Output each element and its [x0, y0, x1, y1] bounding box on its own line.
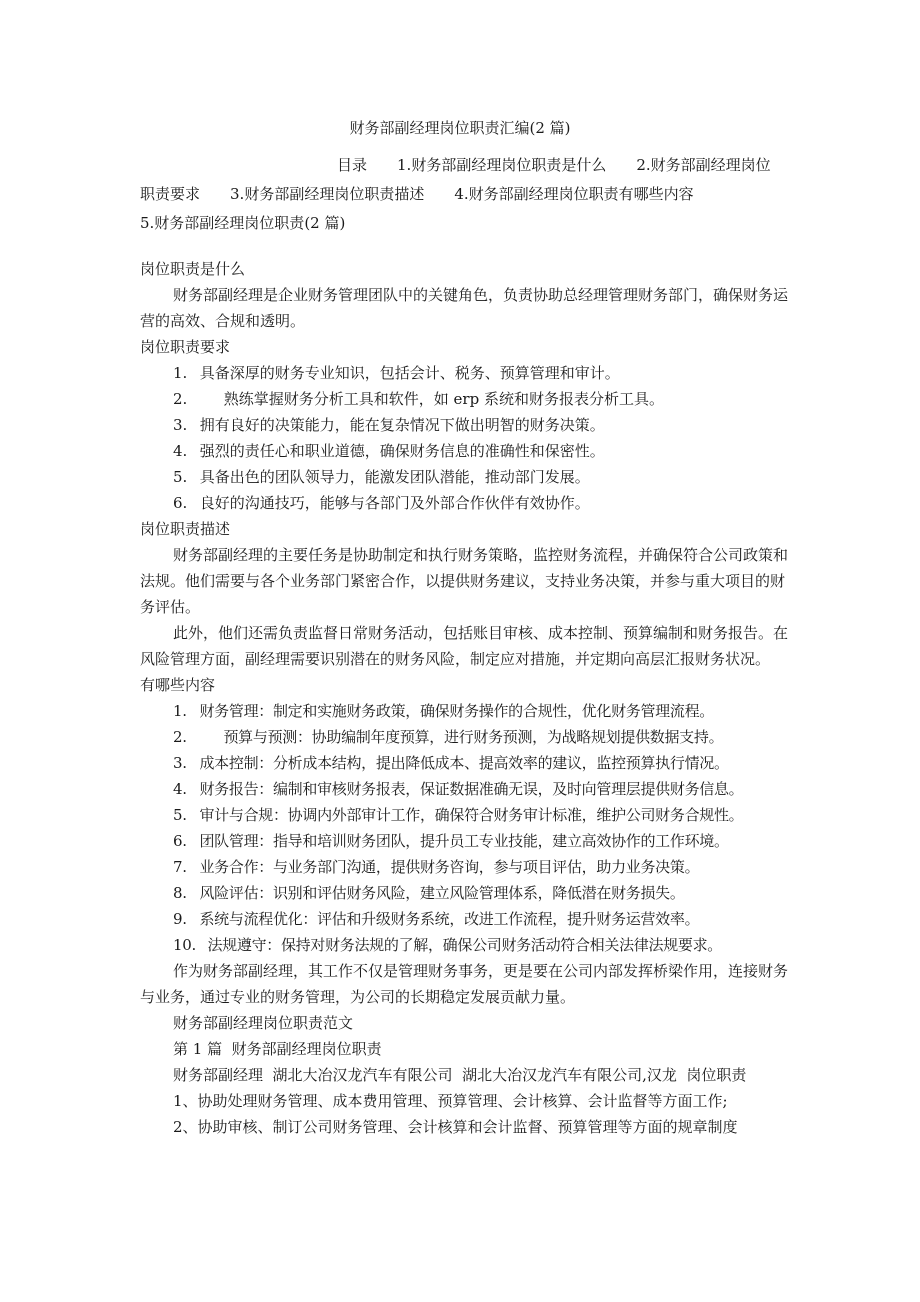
list-item: 7. 业务合作：与业务部门沟通，提供财务咨询，参与项目评估，助力业务决策。	[173, 858, 700, 876]
toc-item: 1.财务部副经理岗位职责是什么	[397, 156, 607, 174]
paragraph: 此外，他们还需负责监督日常财务活动，包括账目审核、成本控制、预算编制和财务报告。在风险管理方面，副经理需要识别潜在的财务风险，制定应对措施，并定期向高层汇报财务状况。	[140, 624, 789, 668]
list-item: 2. 预算与预测：协助编制年度预算，进行财务预测，为战略规划提供数据支持。	[173, 728, 724, 746]
duty-item: 2、协助审核、制订公司财务管理、会计核算和会计监督、预算管理等方面的规章制度	[173, 1118, 738, 1136]
list-item: 1. 财务管理：制定和实施财务政策，确保财务操作的合规性，优化财务管理流程。	[173, 702, 714, 720]
section-heading: 财务部副经理岗位职责范文	[173, 1014, 354, 1032]
list-item: 5. 具备出色的团队领导力，能激发团队潜能，推动部门发展。	[173, 468, 590, 486]
list-item: 4. 财务报告：编制和审核财务报表，保证数据准确无误，及时向管理层提供财务信息。	[173, 780, 744, 798]
section-heading: 岗位职责描述	[140, 520, 231, 538]
toc-item: 3.财务部副经理岗位职责描述	[230, 185, 425, 203]
toc-label: 目录	[337, 156, 368, 174]
list-item: 4. 强烈的责任心和职业道德，确保财务信息的准确性和保密性。	[173, 442, 605, 460]
toc-item: 2.财务部副经理岗位职责要求	[140, 156, 771, 203]
table-of-contents	[140, 151, 784, 238]
list-item: 3. 拥有良好的决策能力，能在复杂情况下做出明智的财务决策。	[173, 416, 605, 434]
article-info: 财务部副经理 湖北大冶汉龙汽车有限公司 湖北大冶汉龙汽车有限公司,汉龙 岗位职责	[173, 1066, 747, 1084]
paragraph: 财务部副经理是企业财务管理团队中的关键角色，负责协助总经理管理财务部门，确保财务运营的高效、合规和透明。	[140, 286, 789, 330]
paragraph: 作为财务部副经理，其工作不仅是管理财务事务，更是要在公司内部发挥桥梁作用，连接财务与业务，通过专业的财务管理，为公司的长期稳定发展贡献力量。	[140, 962, 789, 1006]
list-item: 9. 系统与流程优化：评估和升级财务系统，改进工作流程，提升财务运营效率。	[173, 910, 700, 928]
duty-item: 1、协助处理财务管理、成本费用管理、预算管理、会计核算、会计监督等方面工作;	[173, 1092, 728, 1110]
toc-item: 4.财务部副经理岗位职责有哪些内容	[454, 185, 694, 203]
list-item: 10. 法规遵守：保持对财务法规的了解，确保公司财务活动符合相关法律法规要求。	[173, 936, 722, 954]
section-heading: 岗位职责是什么	[140, 260, 246, 278]
list-item: 8. 风险评估：识别和评估财务风险，建立风险管理体系，降低潜在财务损失。	[173, 884, 685, 902]
section-heading: 岗位职责要求	[140, 338, 231, 356]
list-item: 2. 熟练掌握财务分析工具和软件，如 erp 系统和财务报表分析工具。	[173, 390, 664, 408]
toc-item: 5.财务部副经理岗位职责(2 篇)	[140, 214, 346, 232]
list-item: 6. 团队管理：指导和培训财务团队，提升员工专业技能，建立高效协作的工作环境。	[173, 832, 729, 850]
document-title: 财务部副经理岗位职责汇编(2 篇)	[349, 119, 571, 137]
contents-list	[140, 698, 788, 958]
section-heading: 有哪些内容	[140, 676, 216, 694]
requirements-list	[140, 360, 788, 516]
document-body	[140, 256, 788, 1140]
article-title: 第 1 篇 财务部副经理岗位职责	[173, 1040, 382, 1058]
list-item: 3. 成本控制：分析成本结构，提出降低成本、提高效率的建议，监控预算执行情况。	[173, 754, 729, 772]
list-item: 1. 具备深厚的财务专业知识，包括会计、税务、预算管理和审计。	[173, 364, 620, 382]
list-item: 5. 审计与合规：协调内外部审计工作，确保符合财务审计标准，维护公司财务合规性。	[173, 806, 744, 824]
paragraph: 财务部副经理的主要任务是协助制定和执行财务策略，监控财务流程，并确保符合公司政策和法规。他们需要与各个业务部门紧密合作，以提供财务建议，支持业务决策，并参与重大项目的财务评估。	[140, 546, 789, 616]
list-item: 6. 良好的沟通技巧，能够与各部门及外部合作伙伴有效协作。	[173, 494, 590, 512]
